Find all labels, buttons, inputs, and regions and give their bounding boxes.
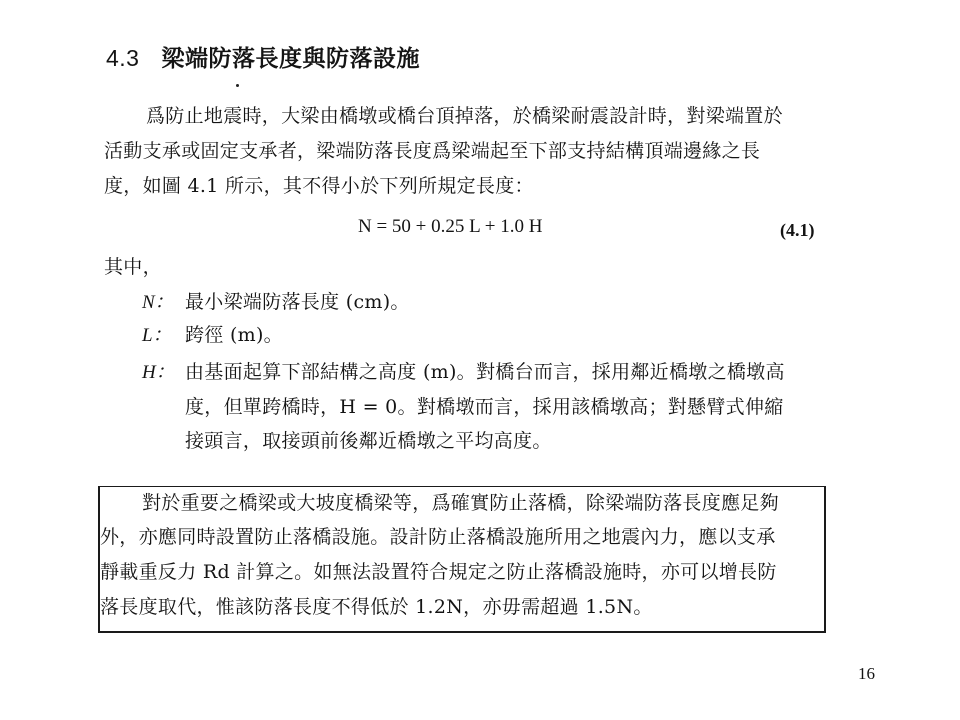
where-label: 其中， (104, 256, 162, 278)
definition-text-l: 跨徑 (m)。 (185, 324, 283, 346)
page-number: 16 (858, 664, 875, 683)
boxed-note-line-1: 對於重要之橋梁或大坡度橋梁等，爲確實防止落橋，除梁端防落長度應足夠 (142, 492, 779, 514)
boxed-note-line-3: 靜載重反力 Rd 計算之。如無法設置符合規定之防止落橋設施時，亦可以增長防 (100, 561, 777, 583)
boxed-note-line-2: 外，亦應同時設置防止落橋設施。設計防止落橋設施所用之地震內力，應以支承 (100, 526, 776, 548)
equation-number: (4.1) (780, 220, 815, 240)
boxed-note-line-4: 落長度取代，惟該防落長度不得低於 1.2N，亦毋需超過 1.5N。 (100, 596, 653, 618)
definition-symbol-h: H： (142, 362, 175, 383)
definition-h-continuation-2: 接頭言，取接頭前後鄰近橋墩之平均高度。 (185, 430, 552, 452)
intro-line-2: 活動支承或固定支承者，梁端防落長度爲梁端起至下部支持結構頂端邊緣之長 (104, 140, 761, 162)
definition-symbol-l: L： (142, 325, 172, 346)
equation: N = 50 + 0.25 L + 1.0 H (358, 216, 543, 237)
section-heading (106, 40, 420, 73)
section-number: 4.3 (106, 45, 140, 71)
intro-line-1: 爲防止地震時，大梁由橋墩或橋台頂掉落，於橋梁耐震設計時，對梁端置於 (146, 105, 783, 127)
intro-line-3: 度，如圖 4.1 所示，其不得小於下列所規定長度： (104, 175, 534, 197)
definition-symbol-n: N： (142, 292, 174, 313)
definition-text-h: 由基面起算下部結構之高度 (m)。對橋台而言，採用鄰近橋墩之橋墩高 (185, 361, 785, 383)
definition-text-n: 最小梁端防落長度 (cm)。 (185, 291, 410, 313)
scan-speck (236, 84, 239, 87)
section-title: 梁端防落長度與防落設施 (161, 45, 420, 72)
definition-h-continuation-1: 度，但單跨橋時，H = 0。對橋墩而言，採用該橋墩高；對懸臂式伸縮 (185, 396, 784, 418)
